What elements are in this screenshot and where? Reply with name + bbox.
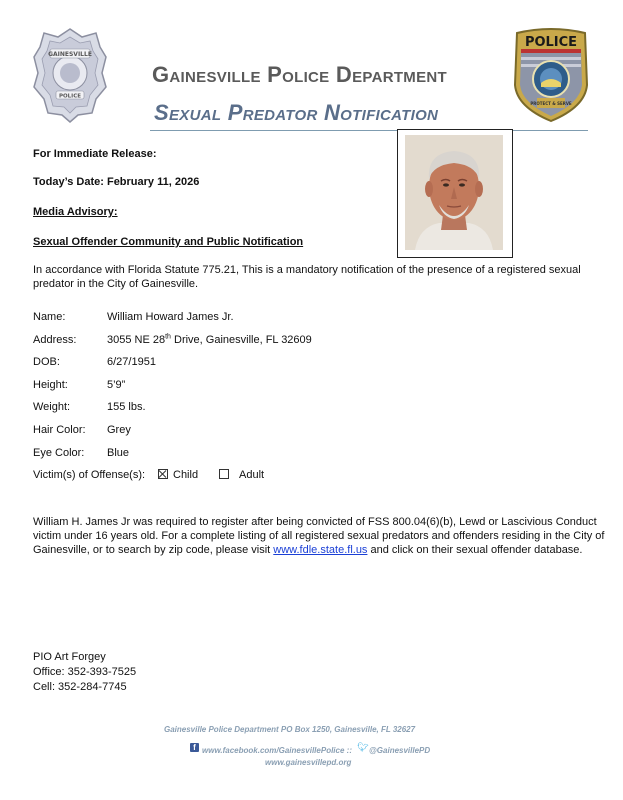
name-label: Name: (33, 311, 66, 323)
office-phone: Office: 352-393-7525 (33, 666, 137, 678)
patch-top-text: POLICE (524, 35, 578, 50)
footer-website[interactable]: www.gainesvillepd.org (265, 758, 352, 767)
todays-date-label: Today’s Date: (33, 176, 104, 188)
twitter-icon: 🐦︎ (357, 742, 369, 752)
badge-top-text: GAINESVILLE (48, 51, 92, 58)
victim-option-child: Child (158, 468, 198, 482)
facebook-icon: f (190, 743, 199, 752)
conviction-paragraph: William H. James Jr was required to register after being convicted of FSS 800.04(6)(b), Lewd or Lascivious Conduct victim under 16 years old. For a complete listing of all registered sexual predators and offenders residing in the City of Gainesville, or to search by zip code, please visit www.fdle.state.fl.us and click on their sexual offender database. (33, 516, 605, 556)
gainesville-police-badge-logo (32, 27, 108, 123)
address-label: Address: (33, 334, 77, 346)
department-title: Gainesville Police Department (152, 62, 447, 87)
todays-date-value: February 11, 2026 (106, 176, 200, 188)
intro-paragraph: In accordance with Florida Statute 775.21, This is a mandatory notification of the presence of a registered sexual predator in the City of Gainesville. (33, 264, 581, 290)
police-patch-logo (511, 27, 591, 123)
immediate-release-label: For Immediate Release: (33, 148, 157, 160)
footer-address: Gainesville Police Department PO Box 1250, Gainesville, FL 32627 (164, 725, 416, 734)
facebook-link[interactable]: www.facebook.com/GainesvillePolice (202, 746, 345, 755)
address-value: 3055 NE 28th Drive, Gainesville, FL 32609 (107, 333, 312, 346)
dob-value: 6/27/1951 (107, 356, 156, 368)
twitter-handle[interactable]: @GainesvillePD (369, 746, 431, 755)
eye-color-label: Eye Color: (33, 447, 85, 459)
hair-color-label: Hair Color: (33, 424, 86, 436)
patch-bottom-text: PROTECT & SERVE (530, 101, 572, 106)
eye-color-value: Blue (107, 447, 130, 459)
header-divider (150, 130, 588, 131)
dob-label: DOB: (33, 356, 60, 368)
weight-value: 155 lbs. (107, 401, 146, 413)
name-value: William Howard James Jr. (107, 311, 234, 323)
notice-title: Sexual Predator Notification (154, 100, 439, 125)
hair-color-value: Grey (107, 424, 131, 436)
footer-social-row (202, 746, 352, 755)
pio-name: PIO Art Forgey (33, 651, 106, 663)
height-label: Height: (33, 379, 68, 391)
todays-date-row (33, 175, 199, 189)
notification-subject-heading: Sexual Offender Community and Public Notification (33, 236, 304, 248)
fdle-link[interactable]: www.fdle.state.fl.us (273, 544, 368, 556)
badge-bottom-text: POLICE (58, 93, 82, 100)
weight-label: Weight: (33, 401, 71, 413)
victim-option-adult: Adult (219, 468, 264, 482)
child-checkbox (158, 469, 168, 479)
victim-label: Victim(s) of Offense(s): (33, 469, 146, 481)
cell-phone: Cell: 352-284-7745 (33, 681, 127, 693)
media-advisory-heading: Media Advisory: (33, 206, 118, 218)
height-value: 5’9” (107, 379, 126, 391)
offender-photo (405, 135, 503, 250)
footer-separator: :: (346, 746, 352, 755)
adult-checkbox (219, 469, 229, 479)
